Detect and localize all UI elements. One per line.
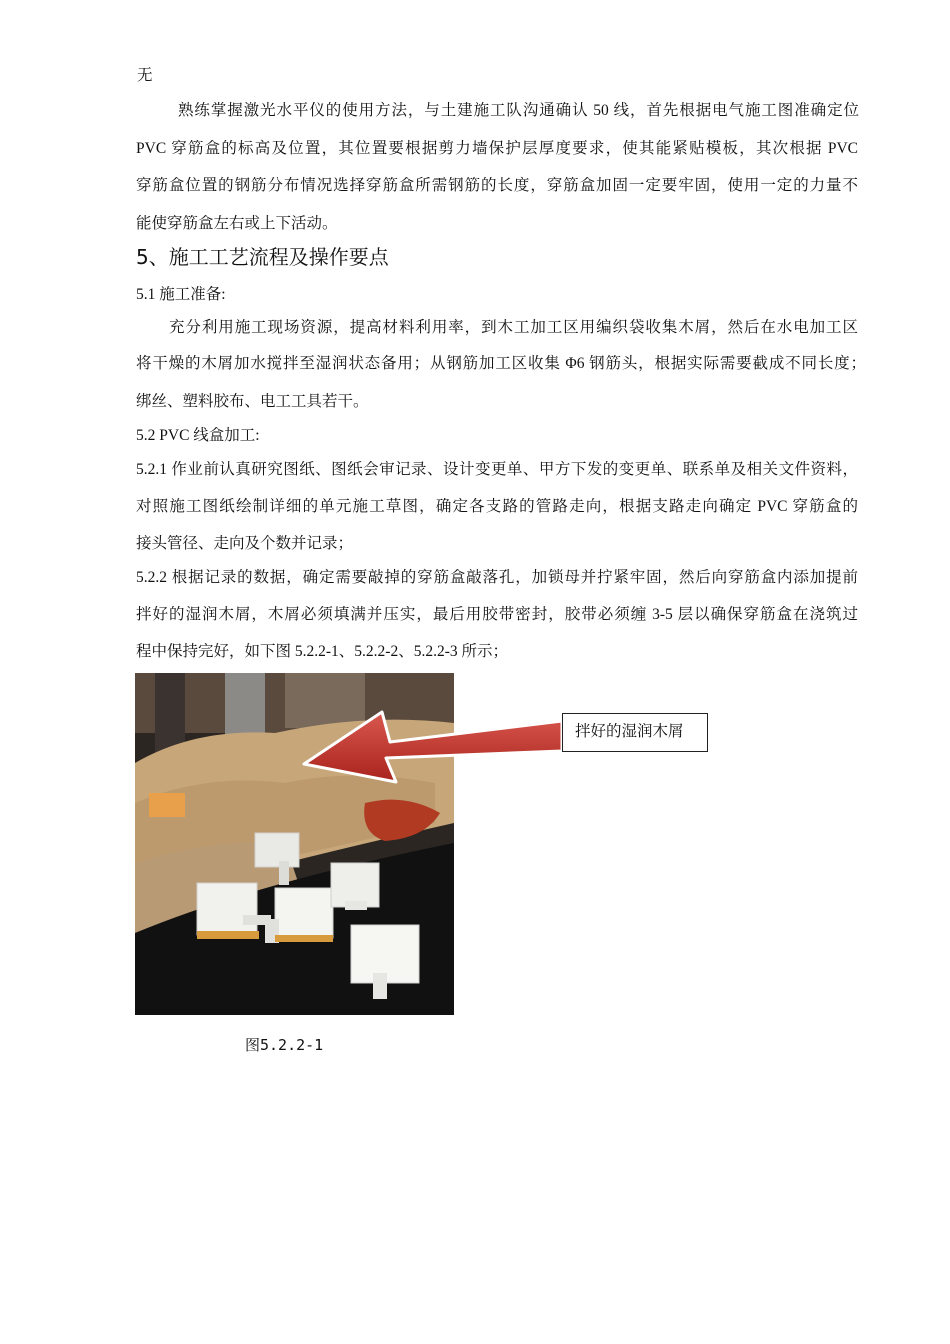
para2-line2: 将干燥的木屑加水搅拌至湿润状态备用；从钢筋加工区收集 Φ6 钢筋头，根据实际需要截成不同长度； xyxy=(136,355,866,372)
para1-line1: 熟练掌握激光水平仪的使用方法，与土建施工队沟通确认 50 线，首先根据电气施工图准确定位 xyxy=(178,102,859,119)
para3-line2: 对照施工图纸绘制详细的单元施工草图，确定各支路的管路走向，根据支路走向确定 PVC 穿筋盒的 xyxy=(136,498,858,515)
callout-box: 拌好的湿润木屑 xyxy=(562,713,708,752)
para4-line3: 程中保持完好，如下图 5.2.2-1、5.2.2-2、5.2.2-3 所示； xyxy=(136,643,508,660)
para3-line3: 接头管径、走向及个数并记录； xyxy=(136,535,354,552)
line-none: 无 xyxy=(137,67,153,84)
para2-line1: 充分利用施工现场资源，提高材料利用率，到木工加工区用编织袋收集木屑，然后在水电加工区 xyxy=(169,319,858,336)
para4-line2: 拌好的湿润木屑，木屑必须填满并压实，最后用胶带密封，胶带必须缠 3-5 层以确保穿筋盒在浇筑过 xyxy=(136,606,858,623)
section-5-1-title: 5.1 施工准备: xyxy=(136,286,226,303)
para4-line1: 5.2.2 根据记录的数据，确定需要敲掉的穿筋盒敲落孔，加锁母并拧紧牢固，然后向穿筋盒内添加提前 xyxy=(136,569,858,586)
para1-line3: 穿筋盒位置的钢筋分布情况选择穿筋盒所需钢筋的长度，穿筋盒加固一定要牢固，使用一定的力量不 xyxy=(136,177,858,194)
para1-line2: PVC 穿筋盒的标高及位置，其位置要根据剪力墙保护层厚度要求，使其能紧贴模板，其次根据 PVC xyxy=(136,140,858,157)
section-5-2-title: 5.2 PVC 线盒加工: xyxy=(136,427,260,444)
para2-line3: 绑丝、塑料胶布、电工工具若干。 xyxy=(136,393,369,410)
pointer-arrow-icon xyxy=(300,692,565,788)
para3-line1: 5.2.1 作业前认真研究图纸、图纸会审记录、设计变更单、甲方下发的变更单、联系单及相关文件资料， xyxy=(136,461,858,478)
para1-line4: 能使穿筋盒左右或上下活动。 xyxy=(136,215,338,232)
section-5-heading: 5、施工工艺流程及操作要点 xyxy=(136,245,389,269)
figure-caption: 图5.2.2-1 xyxy=(245,1036,324,1054)
